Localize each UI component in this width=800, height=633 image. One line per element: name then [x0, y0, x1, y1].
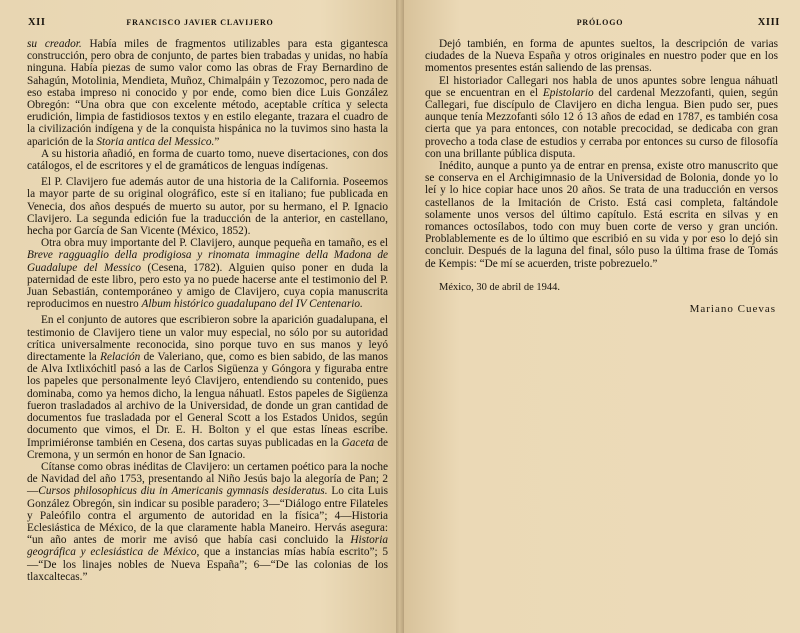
- right-page: [400, 0, 800, 633]
- paragraph: Otra obra muy importante del P. Clavijero, aunque pequeña en tamaño, es el Breve ragguaglio della prodigiosa y rinomata immagine della Madona de Guadalupe del Messico (Cesena, 1782). Alguien quiso poner en duda la paternidad de este libro, pero esto ya no puede hacerse ante el testimonio del P. Juan Sebastián, contemporáneo y amigo de Clavijero, cuya copia manuscrita reproducimos en nuestro Album histórico guadalupano del IV Centenario.: [27, 237, 389, 311]
- book-gutter: [396, 0, 404, 633]
- left-running-header: [0, 18, 400, 32]
- italic-title: Relación: [100, 351, 141, 364]
- left-running-title: FRANCISCO JAVIER CLAVIJERO: [126, 18, 274, 27]
- right-running-header: [400, 18, 800, 32]
- italic-title: Gaceta: [341, 436, 375, 449]
- paragraph: El P. Clavijero fue además autor de una historia de la California. Poseemos la mayor parte de su original olográfico, este sí en italiano; fue publicada en Venecia, dos años después de muerto su autor, por su hermano, el P. Ignacio Clavijero. La segunda edición fue la traducción de la anterior, en castellano, hecha por García de San Vicente (México, 1852).: [27, 176, 388, 238]
- paragraph: El historiador Callegari nos habla de unos apuntes sobre lengua náhuatl que se encuentran en el Epistolario del cardenal Mezzofanti, quien, según Callegari, fue discípulo de Clavijero en dicha lengua. Bien pudo ser, pues aunque tenía Mezzofanti sólo 12 ó 13 años de edad en 1787, es también cosa cierta que ya para entonces, con notable precocidad, se dedicaba con gran provecho a toda clase de estudios y cerraba por entonces su curso de filosofía con una brillante pública disputa.: [425, 74, 778, 160]
- paragraph: En el conjunto de autores que escribieron sobre la aparición guadalupana, el testimonio de Clavijero tiene un valor muy especial, no sólo por su autoridad crítica universalmente reconocida, sino porque tuvo en sus manos y leyó directamente la Relación de Valeriano, que, como es bien sabido, de las manos de Alva Ixtlixóchitl pasó a las de Carlos Sigüenza y Góngora y figuraba entre los papeles que personalmente leyó Clavijero, entendiendo su contenido, pues dominaba, como ya hemos dicho, la lengua náhuatl. Estos papeles de Sigüenza fueron trasladados al archivo de la Universidad, de donde un gran cantidad de documentos fue trasladada por el General Scott a los Estados Unidos, según documento que vimos, el Dr. E. H. Bolton y el que estas líneas escribe. Imprimiéronse también en Cesena, dos cartas suyas publicadas en la Gaceta de Cremona, y un sermón en honor de San Ignacio.: [27, 314, 388, 461]
- left-page-body: [27, 38, 388, 583]
- author-signature: Mariano Cuevas: [689, 302, 776, 315]
- paragraph: Dejó también, en forma de apuntes sueltos, la descripción de varias ciudades de la Nueva España y otros originales en nuestro poder que en los momentos presentes están saliendo de las prensas.: [425, 38, 778, 75]
- left-page-number: XII: [28, 17, 46, 28]
- right-page-body: [425, 38, 778, 315]
- italic-title: Historia geográfica y eclesiástica de México,: [27, 534, 388, 559]
- paragraph: su creador. Había miles de fragmentos utilizables para esta gigantesca construcción, pero obra de conjunto, de partes bien trabadas y unidas, no había ninguna. Había piezas de sumo valor como las obras de Fray Bernardino de Sahagún, Motolinia, Mendieta, Muñoz, Chimalpáin y Tezozomoc, pero nada de eso estaba impreso ni conocido y por ende, como bien dice Luis González Obregón: “Una obra que con excelente método, aceptable crítica y selecta erudición, limpia de fastidiosos textos y en estilo elegante, trazara el cuadro de la civilización indígena y de la conquista hispánica no la tuvimos sino hasta la aparición de la Storia antica del Messico.”: [27, 38, 388, 148]
- right-page-number: XIII: [757, 17, 780, 28]
- right-running-title: PRÓLOGO: [576, 18, 624, 27]
- paragraph: A su historia añadió, en forma de cuarto tomo, nueve disertaciones, con dos catálogos, el de escritores y el de gramáticos de lenguas indígenas.: [27, 147, 388, 173]
- paragraph: Inédito, aunque a punto ya de entrar en prensa, existe otro manuscrito que se conserva en el Archigimnasio de la Universidad de Bolonia, donde yo lo leí y lo hice copiar hace unos 20 años. Se trata de una traducción en versos castellanos de la Imitación de Cristo. Está casi completa, faltándole solamente unos versos del último capítulo. Está escrita en silvas y en romances octosílabos, todo con muy buen corte de verso y gran unción. Problablemente es de lo último que escribió en su vida y por eso lo dejó sin concluir. Después de la laguna del final, sólo puso la última frase de Tomás de Kempis: “De mí se acuerden, triste pobrezuelo.”: [425, 160, 778, 270]
- italic-title: su creador.: [27, 38, 82, 50]
- italic-title: Epistolario: [542, 86, 594, 99]
- italic-title: Breve ragguaglio della prodigiosa y rinomata immagine della Madona de Guadalupe del Messico: [27, 249, 388, 274]
- date-line: México, 30 de abril de 1944.: [439, 281, 561, 293]
- paragraph: Cítanse como obras inéditas de Clavijero: un certamen poético para la noche de Navidad del año 1753, presentando al Niño Jesús bajo la alegoría de Pan; 2—Cursos philosophicus diu in Americanis gymnasis desideratus. Lo cita Luis González Obregón, sin indicar su posible paradero; 3—“Diálogo entre Filateles y Paleófilo contra el argumento de autoridad en la física”; 4—Historia Eclesiástica de México, de la que claramente habla Maneiro. Hervás asegura: “un año antes de morir me avisó que había casi concluido la Historia geográfica y eclesiástica de México, que a instancias mías había escrito”; 5—“De los linajes nobles de Nueva España”; 6—“De las colonias de los tlaxcaltecas.”: [27, 460, 389, 583]
- italic-title: Cursos philosophicus diu in Americanis gymnasis desideratus.: [38, 485, 328, 498]
- italic-title: Storia antica del Messico.: [96, 135, 215, 148]
- italic-title: Album histórico guadalupano del IV Centenario.: [141, 298, 363, 311]
